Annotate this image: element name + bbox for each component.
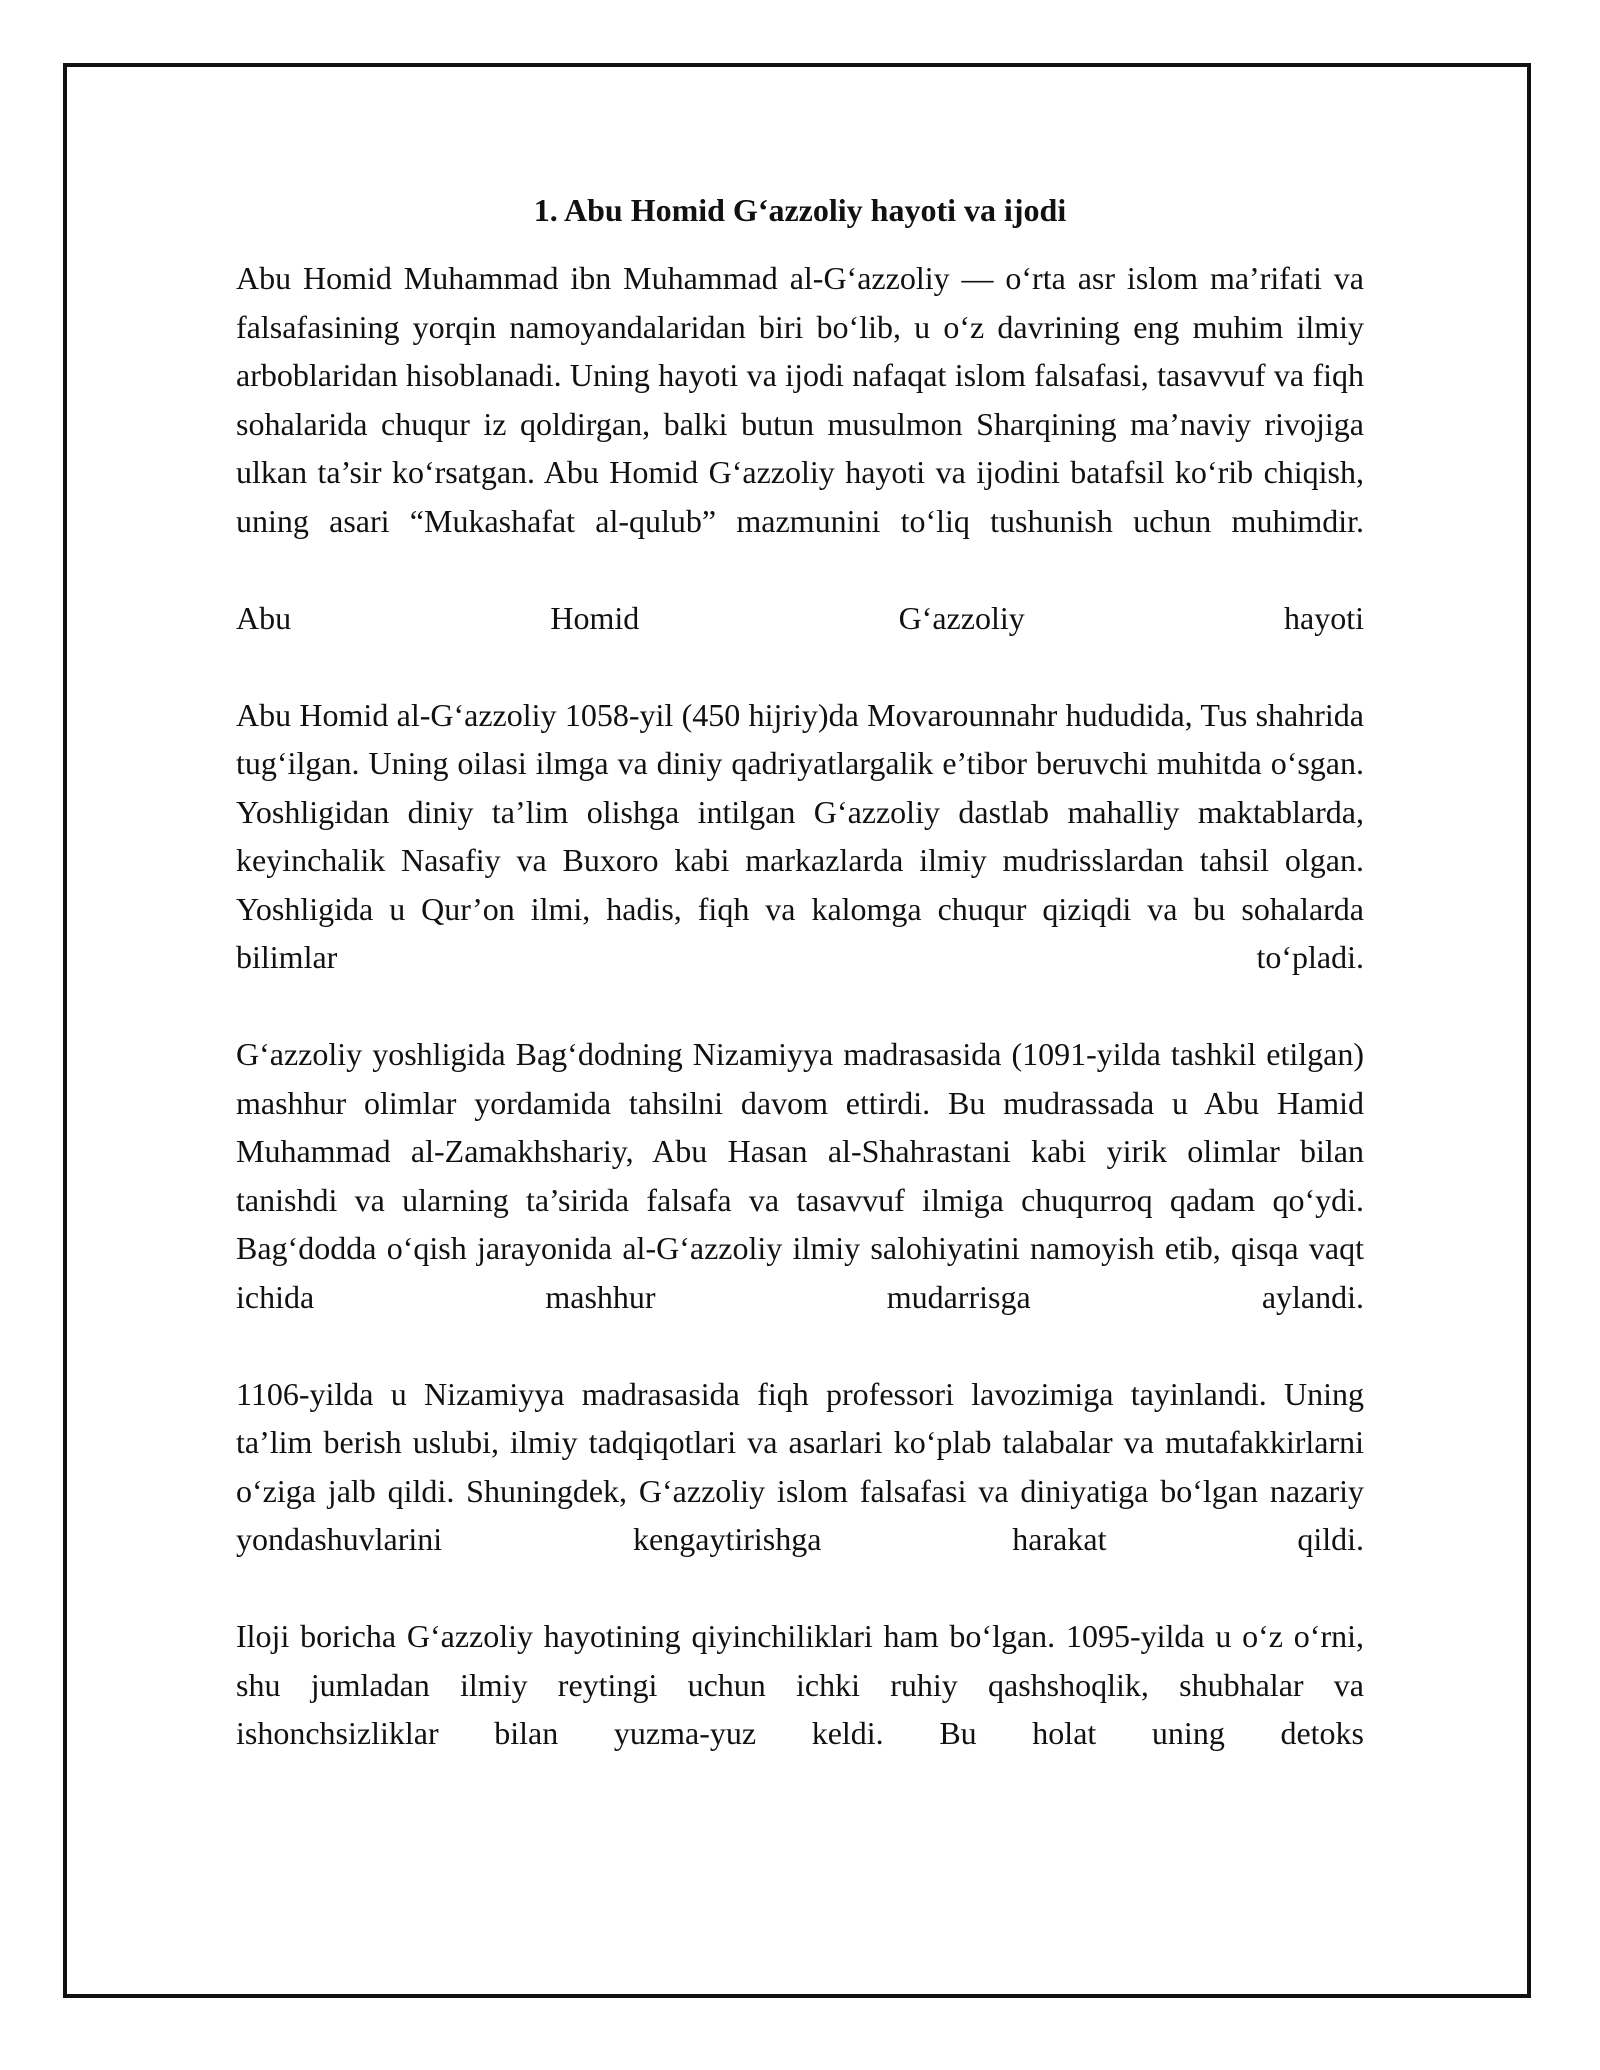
document-title: 1. Abu Homid G‘azzoliy hayoti va ijodi	[533, 192, 1067, 228]
paragraph-gap	[236, 642, 1364, 691]
body-paragraph-2: G‘azzoliy yoshligida Bag‘dodning Nizamiyya madrasasida (1091-yilda tashkil etilgan) mashhur olimlar yordamida tahsilni davom ettirdi. Bu mudrassada u Abu Hamid Muhammad al-Zamakhshariy, Abu Hasan al-Shahrastani kabi yirik olimlar bilan tanishdi va ularning ta’sirida falsafa va tasavvuf ilmiga chuqurroq qadam qo‘ydi. Bag‘dodda o‘qish jarayonida al-G‘azzoliy ilmiy salohiyatini namoyish etib, qisqa vaqt ichida mashhur mudarrisga aylandi.	[236, 1036, 1364, 1315]
paragraph-gap	[236, 982, 1364, 1031]
subheading-word: Homid	[550, 599, 640, 636]
body-paragraph-4: Iloji boricha G‘azzoliy hayotining qiyinchiliklari ham bo‘lgan. 1095-yilda u o‘z o‘rni, shu jumladan ilmiy reytingi uchun ichki ruhiy qashshoqlik, shubhalar va ishonchsizliklar bilan yuzma-yuz keldi. Bu holat uning detoks	[236, 1618, 1364, 1751]
section-subheading	[236, 594, 1364, 643]
body-paragraph-1: Abu Homid al-G‘azzoliy 1058-yil (450 hijriy)da Movarounnahr hududida, Tus shahrida tug‘ilgan. Uning oilasi ilmga va diniy qadriyatlargalik e’tibor beruvchi muhitda o‘sgan. Yoshligidan diniy ta’lim olishga intilgan G‘azzoliy dastlab mahalliy maktablarda, keyinchalik Nasafiy va Buxoro kabi markazlarda ilmiy mudrisslardan tahsil olgan. Yoshligida u Qur’on ilmi, hadis, fiqh va kalomga chuqur qiziqdi va bu sohalarda bilimlar to‘pladi.	[236, 696, 1364, 975]
paragraph-gap	[236, 1321, 1364, 1370]
body-paragraph-3: 1106-yilda u Nizamiyya madrasasida fiqh professori lavozimiga tayinlandi. Uning ta’lim berish uslubi, ilmiy tadqiqotlari va asarlari ko‘plab talabalar va mutafakkirlarni o‘ziga jalb qildi. Shuningdek, G‘azzoliy islom falsafasi va diniyatiga bo‘lgan nazariy yondashuvlarini kengaytirishga harakat qildi.	[236, 1375, 1364, 1557]
paragraph-gap	[236, 1564, 1364, 1613]
document-body	[236, 190, 1364, 1758]
subheading-word: G‘azzoliy	[898, 599, 1025, 636]
subheading-word: Abu	[236, 599, 292, 636]
paragraph-gap	[236, 545, 1364, 594]
subheading-word: hayoti	[1284, 599, 1364, 636]
intro-paragraph: Abu Homid Muhammad ibn Muhammad al-G‘azzoliy — o‘rta asr islom ma’rifati va falsafasining yorqin namoyandalaridan biri bo‘lib, u o‘z davrining eng muhim ilmiy arboblaridan hisoblanadi. Uning hayoti va ijodi nafaqat islom falsafasi, tasavvuf va fiqh sohalarida chuqur iz qoldirgan, balki butun musulmon Sharqining ma’naviy rivojiga ulkan ta’sir ko‘rsatgan. Abu Homid G‘azzoliy hayoti va ijodini batafsil ko‘rib chiqish, uning asari “Mukashafat al-qulub” mazmunini to‘liq tushunish uchun muhimdir.	[236, 260, 1364, 539]
